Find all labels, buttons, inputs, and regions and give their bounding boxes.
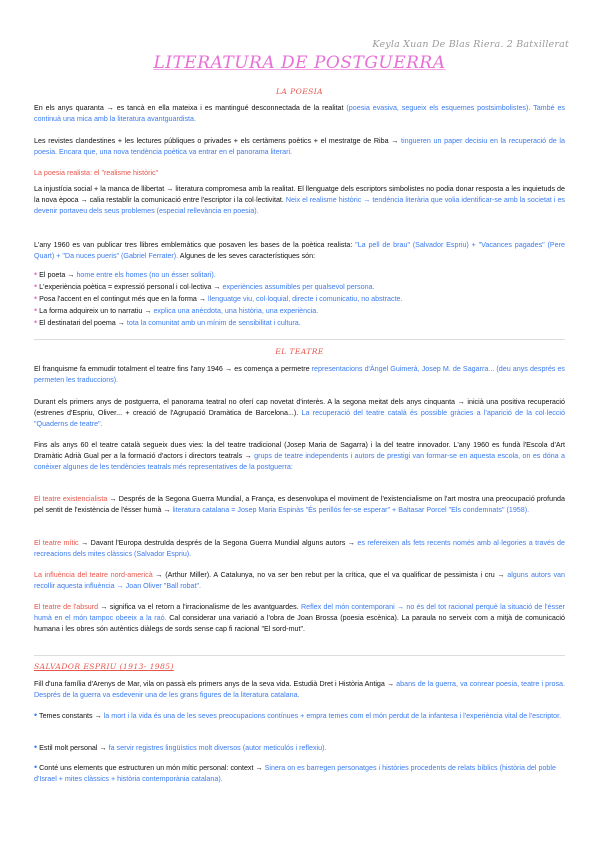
bullet-icon: • [34,281,38,291]
poesia-paragraph-1: En els anys quaranta → es tancà en ella mateixa i es mantingué desconnectada de la realitat (poesia evasiva, segueix els esquemes postsimbolistes). També es continuà una mica amb la literatura avantguardista. [34,104,565,123]
bullet-icon: • [34,317,38,327]
poesia-bullet-2: • L'experiència poètica = expressió personal i col·lectiva → experiències assumibles per qualsevol persona. [34,281,375,291]
bullet-icon: • [34,742,38,752]
espriu-paragraph-1: Fill d'una família d'Arenys de Mar, vila on passà els primers anys de la seva vida. Estudià Dret i Història Antiga → abans de la guerra, va conrear poesia, teatre i prosa. Després de la guerra va esdevenir una de les grans figures de la literatura catalana. [34,680,565,699]
poesia-paragraph-2: Les revistes clandestines + les lectures públiques o privades + els certàmens poètics + el mestratge de Riba → tingueren un paper decisiu en la recuperació de la poesia. Encara que, una nova tendència poètica va entrar en el panorama literari. [34,137,565,156]
espriu-bullet-2: • Estil molt personal → fa servir registres lingüístics molt diversos (autor meticulós i reflexiu). [34,742,327,752]
teatre-mitic: El teatre mític → Davant l'Europa destruïda després de la Segona Guerra Mundial alguns autors → es refereixen als fets recents només amb al·legories a través de recreacions dels mites clàssics (Salvador Espriu). [34,539,565,558]
bullet-icon: • [34,269,38,279]
teatre-absurd: El teatre de l'absurd → significa va el retorn a l'irracionalisme de les avantguardes. Reflex del món contemporani → no és del tot racional perquè la situació de l'ésser humà en el món tampoc obeeix a la raó. Cal considerar una variació a l'obra de Joan Brossa (poesia escènica). La paraula no serveix com a mitjà de comunicació humana i les obres són autèntics diàlegs de sords sense cap fi racional "El sord-mut". [34,603,566,633]
poesia-bullet-1: • El poeta → home entre els homes (no un ésser solitari). [34,269,216,279]
teatre-nord-america: La influència del teatre nord-americà → (Arthur Miller). A Catalunya, no va ser ben rebut per la crítica, que el va qualificar de pessimista i cru → alguns autors van recollir aquesta influència → Joan Oliver "Ball robat". [34,571,565,590]
poesia-bullet-5: • El destinatari del poema → tota la comunitat amb un mínim de sensibilitat i cultura. [34,317,301,327]
bullet-icon: • [34,762,38,772]
bullet-icon: • [34,305,38,315]
poesia-paragraph-4: L'any 1960 es van publicar tres llibres emblemàtics que posaven les bases de la poètica realista: "La pell de brau" (Salvador Espriu) + "Vacances pagades" (Pere Quart) + "Da nuces pueris" (Gabriel Ferrater). Algunes de les seves característiques són: [34,241,565,260]
section-heading-espriu: SALVADOR ESPRIU (1913- 1985) [34,662,174,671]
espriu-bullet-3: • Conté uns elements que estructuren un món mític personal: context → Sinera on es barregen personatges i històries procedents de relats bíblics (història del poble d'Israel + mites clàssics + història contemporània catalana). [34,762,556,783]
section-divider [34,339,565,340]
teatre-paragraph-1: El franquisme fa emmudir totalment el teatre fins l'any 1946 → es comença a permetre representacions d'Àngel Guimerà, Josep M. de Sagarra... (deu anys després es permeten les traduccions). [34,365,565,384]
bullet-icon: • [34,293,38,303]
teatre-paragraph-3: Fins als anys 60 el teatre català segueix dues vies: la del teatre tradicional (Josep Maria de Sagarra) i la del teatre innovador. L'any 1960 es fundà l'Escola d'Art Dramàtic Adrià Gual per a la formació d'actors i directors teatrals → grups de teatre independents i autors de prestigi van formar-se en aquesta escola, on es dóna a conèixer algunes de les tendències teatrals més representatives de la postguerra: [34,441,565,471]
author-line: Keyla Xuan De Blas Riera. 2 Batxillerat [372,39,569,50]
bullet-icon: • [34,710,38,720]
poesia-bullet-4: • La forma adquireix un to narratiu → explica una anècdota, una història, una experiència. [34,305,319,315]
teatre-paragraph-2: Durant els primers anys de postguerra, el panorama teatral no oferí cap novetat d'interès. A la segona meitat dels anys cinquanta → inicià una positiva recuperació (estrenes d'Espriu, Oliver... + creació de l'Agrupació Dramàtica de Barcelona...). La recuperació del teatre català és possible gràcies a l'aparició de la col·lecció "Quaderns de teatre". [34,398,565,428]
espriu-bullet-1: • Temes constants → la mort i la vida és una de les seves preocupacions contínues + empra temes com el món perdut de la infantesa i l'experiència vital de l'escriptor. [34,710,562,720]
poesia-paragraph-3: La injustícia social + la manca de llibertat → literatura compromesa amb la realitat. El llenguatge dels escriptors simbolistes no podia donar resposta a les inquietuds de la nova època → calia restablir la comunicació entre l'escriptor i la col·lectivitat. Neix el realisme històric → tendència literària que volia identificar-se amb la societat i es devenir portaveu dels seus problemes (especial rellevància en poesia). [34,185,565,215]
section-divider [34,655,565,656]
poesia-subheading: La poesia realista: el "realisme històric" [34,169,159,177]
section-heading-teatre: EL TEATRE [275,347,324,356]
section-heading-poesia: LA POESIA [275,87,324,96]
page-title: LITERATURA DE POSTGUERRA [153,53,446,73]
teatre-existencialista: El teatre existencialista → Després de la Segona Guerra Mundial, a França, es desenvolupa el moviment de l'existencialisme on l'art mostra una preocupació profunda pel sentit de l'existència de l'ésser humà → literatura catalana = Josep Maria Espinàs "És perillós fer-se esperar" + Baltasar Porcel "Els condemnats" (1958). [34,495,565,514]
poesia-bullet-3: • Posa l'accent en el contingut més que en la forma → llenguatge viu, col·loquial, directe i comunicatiu, no abstracte. [34,293,403,303]
